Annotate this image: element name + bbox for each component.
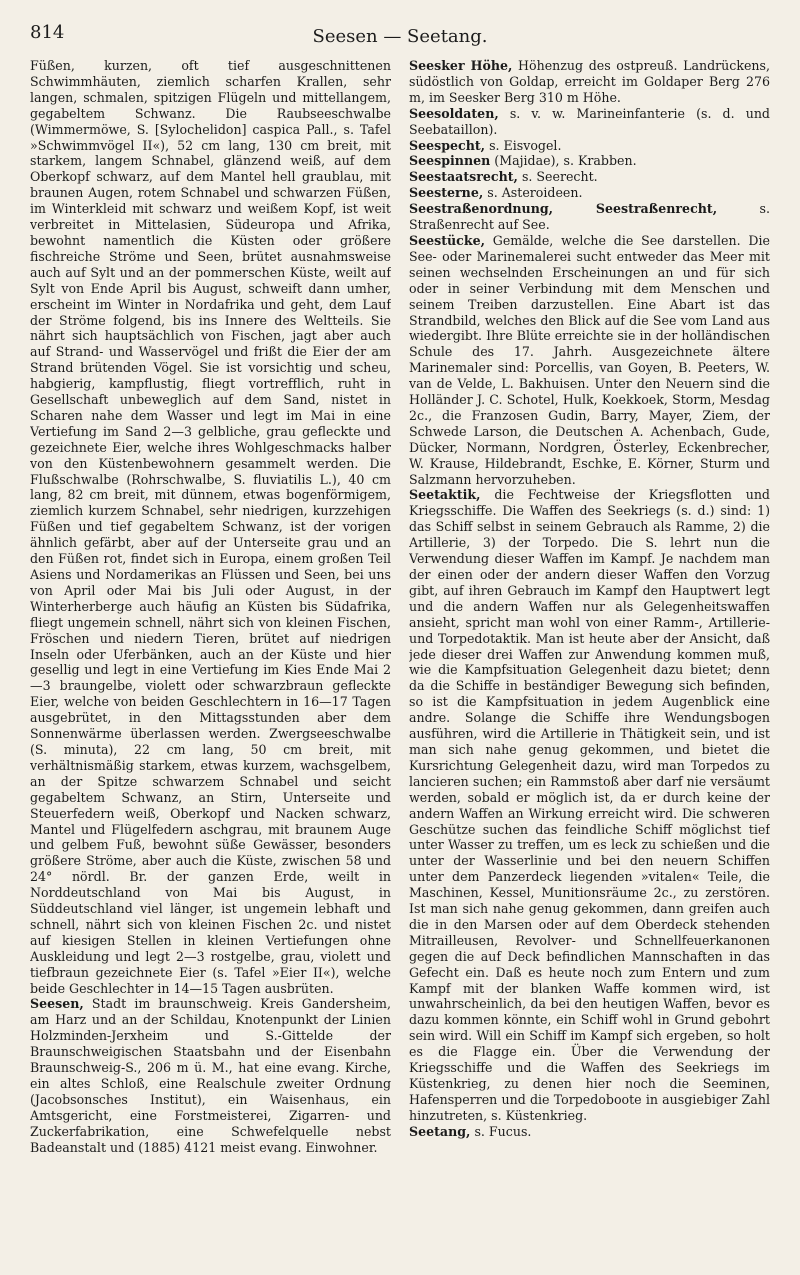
entry-headword: Seesen, — [30, 996, 84, 1012]
entry-text: Füßen, kurzen, oft tief ausgeschnittenen Schwimmhäuten, ziemlich scharfen Krallen, sehr langen, schmalen, spitzigen Flügeln und mittellangem, gegabeltem Schwanz. Die Raubseeschwalbe (Wimmermöwe, S. [Sylochelidon] caspica Pall., s. Tafel »Schwimmvögel II«), 52 cm lang, 130 cm breit, mit starkem, langem Schnabel, glänzend weiß, auf dem Oberkopf schwarz, auf dem Mantel hell graublau, mit braunen Augen, rotem Schnabel und schwarzen Füßen, im Winterkleid mit schwarz und weißem Kopf, ist weit verbreitet in Mittelasien, Südeuropa und Afrika, bewohnt namentlich die Küsten oder größere fischreiche Ströme und Seen, brütet ausnahmsweise auch auf Sylt und an der pommerschen Küste, weilt auf Sylt von Ende April bis August, schweift dann umher, erscheint im Winter in Nordafrika und geht, dem Lauf der Ströme folgend, bis ins Innere des Weltteils. Sie nährt sich hauptsächlich von Fischen, jagt aber auch auf Strand- und Wasservögel und frißt die Eier der am Strand brütenden Vögel. Sie ist vorsichtig und scheu, habgierig, kampflustig, fliegt vortrefflich, ruht in Gesellschaft unbeweglich auf dem Sand, nistet in Scharen nahe dem Wasser und legt im Mai in eine Vertiefung im Sand 2—3 gelbliche, grau gefleckte und gezeichnete Eier, welche ihres Wohlgeschmacks halber von den Küstenbewohnern gesammelt werden. Die Flußschwalbe (Rohrschwalbe, S. fluviatilis L.), 40 cm lang, 82 cm breit, mit dünnem, etwas bogenförmigem, ziemlich kurzem Schnabel, sehr niedrigen, kurzzehigen Füßen und tief gegabeltem Schwanz, ist der vorigen ähnlich gefärbt, aber auf der Unterseite grau und an den Füßen rot, findet sich in Europa, einem großen Teil Asiens und Nordamerikas an Flüssen und Seen, bei uns von April oder Mai bis Juli oder August, in der Winterherberge auch häufig an Küsten bis Südafrika, fliegt ungemein schnell, nährt sich von kleinen Fischen, Fröschen und niedern Tieren, brütet auf niedrigen Inseln oder Uferbänken, auch an der Küste und hier gesellig und legt in eine Vertiefung im Kies Ende Mai 2—3 braungelbe, violett oder schwarzbraun gefleckte Eier, welche von beiden Geschlechtern in 16—17 Tagen ausgebrütet, in den Mittagsstunden aber dem Sonnenwärme überlassen werden. Zwergseeschwalbe (S. minuta), 22 cm lang, 50 cm breit, mit verhältnismäßig starkem, etwas kurzem, wachsgelbem, an der Spitze schwarzem Schnabel und seicht gegabeltem Schwanz, an Stirn, Unterseite und Steuerfedern weiß, Oberkopf und Nacken schwarz, Mantel und Flügelfedern aschgrau, mit braunem Auge und gelbem Fuß, bewohnt süße Gewässer, besonders größere Ströme, aber auch die Küste, zwischen 58 und 24° nördl. Br. der ganzen Erde, weilt in Norddeutschland von Mai bis August, in Süddeutschland viel länger, ist ungemein lebhaft und schnell, nährt sich von kleinen Fischen 2c. und nistet auf kiesigen Stellen in kleinen Vertiefungen ohne Auskleidung und legt 2—3 rostgelbe, grau, violett und tiefbraun gezeichnete Eier (s. Tafel »Eier II«), welche beide Geschlechter in 14—15 Tagen ausbrüten. — [30, 58, 391, 996]
dictionary-entry — [409, 201, 770, 233]
entry-text: Stadt im braunschweig. Kreis Gandersheim, am Harz und an der Schildau, Knotenpunkt der Linien Holzminden-Jerxheim und S.-Gittelde der Braunschweigischen Staatsbahn und der Eisenbahn Braunschweig-S., 206 m ü. M., hat eine evang. Kirche, ein altes Schloß, eine Realschule zweiter Ordnung (Jacobsonsches Institut), ein Waisenhaus, ein Amtsgericht, eine Forstmeisterei, Zigarren- und Zuckerfabrikation, eine Schwefelquelle nebst Badeanstalt und (1885) 4121 meist evang. Einwohner. — [30, 996, 391, 1155]
entry-headword: Seestücke, — [409, 232, 485, 248]
dictionary-entry — [30, 996, 391, 1155]
entry-headword: Seesoldaten, — [409, 105, 499, 121]
entry-headword: Seetaktik, — [409, 487, 481, 503]
entry-continuation — [30, 58, 391, 996]
entry-headword: Seespecht, — [409, 137, 486, 153]
entry-text: s. Straßenrecht auf See. — [409, 201, 770, 233]
dictionary-entry — [409, 185, 770, 201]
dictionary-entry — [409, 138, 770, 154]
dictionary-entry — [409, 58, 770, 106]
dictionary-entry — [409, 106, 770, 138]
dictionary-entry — [409, 1124, 770, 1140]
entry-text: die Fechtweise der Kriegsflotten und Kriegsschiffe. Die Waffen des Seekriegs (s. d.) sind: 1) das Schiff selbst in seinem Gebrauch als Ramme, 2) die Artillerie, 3) der Torpedo. Die S. lehrt nun die Verwendung dieser Waffen im Kampf. Je nachdem man der einen oder der andern dieser Waffen den Vorzug gibt, auf ihren Gebrauch im Kampf den Hauptwert legt und die andern Waffen nur als Gelegenheitswaffen ansieht, spricht man wohl von einer Ramm-, Artillerie- und Torpedotaktik. Man ist heute aber der Ansicht, daß jede dieser drei Waffen zur Anwendung kommen muß, wie die Kampfsituation Gelegenheit dazu bietet; denn da die Schiffe in beständiger Bewegung sich befinden, so ist die Kampfsituation in jedem Augenblick eine andre. Solange die Schiffe ihre Wendungsbogen ausführen, wird die Artillerie in Thätigkeit sein, und ist man sich nahe genug gekommen, und bietet die Kursrichtung Gelegenheit dazu, wird man Torpedos zu lancieren suchen; ein Rammstoß aber darf nie versäumt werden, sobald er möglich ist, da er durch keine der andern Waffen an Wirkung erreicht wird. Die schweren Geschütze suchen das feindliche Schiff möglichst tief unter Wasser zu treffen, um es leck zu schießen und die unter der Wasserlinie und bei den neuern Schiffen unter dem Panzerdeck liegenden »vitalen« Teile, die Maschinen, Kessel, Munitionsräume 2c., zu zerstören. Ist man sich nahe genug gekommen, dann greifen auch die in den Marsen oder auf dem Oberdeck stehenden Mitrailleusen, Revolver- und Schnellfeuerkanonen gegen die auf Deck befindlichen Mannschaften in das Gefecht ein. Daß es heute noch zum Entern und zum Kampf mit der blanken Waffe kommen wird, ist unwahrscheinlich, da bei den heutigen Waffen, bevor es dazu kommen könnte, ein Schiff wohl in Grund gebohrt sein wird. Will ein Schiff im Kampf sich ergeben, so holt es die Flagge ein. Über die Verwendung der Kriegsschiffe und die Waffen des Seekriegs im Küstenkrieg, zu denen hier noch die Seeminen, Hafensperren und die Torpedoboote in ausgiebiger Zahl hinzutreten, s. Küstenkrieg. — [409, 487, 770, 1123]
entry-headword: Seesterne, — [409, 185, 484, 201]
right-column — [409, 58, 770, 1258]
entry-text: s. Seerecht. — [517, 169, 598, 185]
page-header — [30, 22, 770, 52]
entry-text: Gemälde, welche die See darstellen. Die See- oder Marinemalerei sucht entweder das Meer mit seinen wechselnden Erscheinungen an und für sich oder in seiner Verbindung mit dem Menschen und seinem Treiben darzustellen. Eine Abart ist das Strandbild, welches den Blick auf die See vom Land aus wiedergibt. Ihre Blüte erreichte sie in der holländischen Schule des 17. Jahrh. Ausgezeichnete ältere Marinemaler sind: Porcellis, van Goyen, B. Peeters, W. van de Velde, L. Bakhuisen. Unter den Neuern sind die Holländer J. C. Schotel, Hulk, Koekkoek, Storm, Mesdag 2c., die Franzosen Gudin, Barry, Mayer, Ziem, der Schwede Larson, die Deutschen A. Achenbach, Gude, Dücker, Normann, Nordgren, Österley, Eckenbrecher, W. Krause, Hildebrandt, Eschke, E. Körner, Sturm und Salzmann hervorzuheben. — [409, 232, 770, 487]
left-column — [30, 58, 391, 1258]
dictionary-entry — [409, 153, 770, 169]
entry-text: (Majidae), s. Krabben. — [490, 153, 637, 169]
entry-headword: Seestaatsrecht, — [409, 169, 518, 185]
text-columns — [30, 58, 770, 1258]
entry-text: s. v. w. Marineinfanterie (s. d. und Seebataillon). — [409, 105, 770, 137]
entry-text: s. Asteroideen. — [483, 185, 583, 201]
page-number: 814 — [30, 22, 65, 43]
entry-text: s. Fucus. — [470, 1123, 532, 1139]
dictionary-entry — [409, 233, 770, 488]
entry-headword: Seetang, — [409, 1123, 471, 1139]
dictionary-entry — [409, 169, 770, 185]
entry-text: s. Eisvogel. — [485, 137, 562, 153]
entry-headword: Seestraßenordnung, Seestraßenrecht, — [409, 201, 718, 217]
dictionary-entry — [409, 487, 770, 1123]
entry-headword: Seespinnen — [409, 153, 491, 169]
entry-headword: Seesker Höhe, — [409, 58, 513, 73]
entry-text: Höhenzug des ostpreuß. Landrückens, südöstlich von Goldap, erreicht im Goldaper Berg 276 m, im Seesker Berg 310 m Höhe. — [409, 58, 770, 105]
running-title: Seesen — Seetang. — [312, 26, 488, 47]
